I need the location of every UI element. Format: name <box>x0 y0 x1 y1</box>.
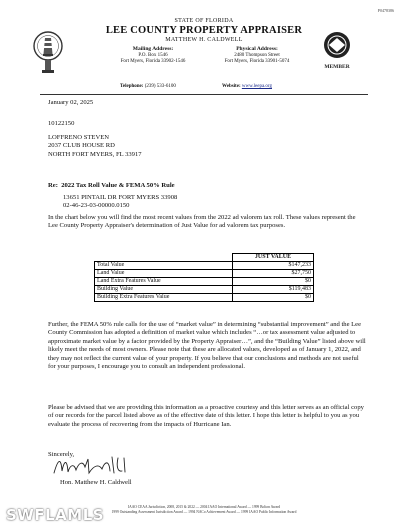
row-label: Building Extra Features Value <box>95 294 233 302</box>
telephone <box>120 84 176 89</box>
property-address: 13651 PINTAIL DR FORT MYERS 33908 <box>63 194 178 201</box>
website-label: Website: <box>222 84 241 89</box>
signature-image <box>52 453 136 477</box>
iaao-member-icon <box>320 30 354 66</box>
row-label: Building Value <box>95 286 233 294</box>
reference-number: 10122150 <box>48 120 75 127</box>
closing-salutation: Sincerely, <box>48 451 75 458</box>
row-label: Land Value <box>95 270 233 278</box>
recipient-street: 2037 CLUB HOUSE RD <box>48 142 115 150</box>
header-state: STATE OF FLORIDA <box>174 18 234 24</box>
closing-paragraph: Please be advised that we are providing this information as a proactive courtesy and this letter serves as an official copy of our records for the parcel listed above as of the effective date of this letter. I hope this letter is helpful to you as you evaluate the process of recovering from the impacts of Hurricane Ian. <box>48 404 364 428</box>
website <box>222 84 272 89</box>
footer-line2: 1999 Outstanding Assessment Jurisdiction Award — 1994 NACo Achievement Award — 1999 IAAO Public Information Award <box>111 510 297 514</box>
table-row <box>95 286 314 294</box>
mailing-address-label: Mailing Address: <box>132 46 174 52</box>
header-appraiser: MATTHEW H. CALDWELL <box>165 37 243 43</box>
row-label: Land Extra Features Value <box>95 278 233 286</box>
row-value: $147,233 <box>233 262 314 270</box>
table-row <box>95 278 314 286</box>
row-value: $0 <box>233 294 314 302</box>
footer-line1: IAAO CEAA Jurisdiction, 2008, 2015 & 2022 — 2004 IAAO International Award — 1999 Bolton Award <box>127 505 281 509</box>
header-title: LEE COUNTY PROPERTY APPRAISER <box>105 25 303 36</box>
just-value-table <box>94 253 314 302</box>
mailing-address-line2: Fort Myers, Florida 33902-1546 <box>120 59 186 64</box>
recipient-address <box>48 134 142 159</box>
member-label: MEMBER <box>324 64 350 70</box>
physical-address <box>212 46 302 66</box>
row-label: Total Value <box>95 262 233 270</box>
table-header-row <box>95 254 314 262</box>
recipient-city: NORTH FORT MYERS, FL 33917 <box>48 150 142 158</box>
table-row <box>95 262 314 270</box>
just-value-header: JUST VALUE <box>233 254 314 262</box>
row-value: $119,483 <box>233 286 314 294</box>
physical-address-line1: 2480 Thompson Street <box>234 52 280 58</box>
row-value: $27,750 <box>233 270 314 278</box>
mailing-address-line1: P.O. Box 1546 <box>138 52 168 58</box>
table-row <box>95 294 314 302</box>
fema-paragraph: Further, the FEMA 50% rule calls for the use of “market value” in determining “substantial improvement” and the Lee County Commission has adopted a definition of market value which includes “…or tax assessment value adjusted to approximate market value by a factor provided by the Property Appraiser…”, and the “Building Value” listed above will likely meet the needs of most owners. Please note that these are allocated values, developed as of January 1, 2022, and they may not reflect the current value of your property. If you believe that our conclusions and methods are not useful for your purposes, I encourage you to consult an independent professional. <box>48 321 366 371</box>
signer-name: Hon. Matthew H. Caldwell <box>60 479 132 486</box>
subject-label: Re: <box>48 182 58 189</box>
letter-date: January 02, 2025 <box>48 99 94 106</box>
subject-line <box>48 182 175 190</box>
mailing-address <box>108 46 198 66</box>
physical-address-line2: Fort Myers, Florida 33901-5074 <box>224 59 290 64</box>
table-row <box>95 270 314 278</box>
header-divider <box>40 94 368 95</box>
physical-address-label: Physical Address: <box>236 46 278 52</box>
mls-watermark: SWFLAMLS <box>6 506 105 524</box>
subject-title: 2022 Tax Roll Value & FEMA 50% Rule <box>61 182 175 189</box>
telephone-label: Telephone: <box>120 84 144 89</box>
row-value: $0 <box>233 278 314 286</box>
website-link[interactable]: www.leepa.org <box>241 84 272 89</box>
intro-paragraph: In the chart below you will find the most recent values from the 2022 ad valorem tax roll. These values represent the Lee County Property Appraiser's determination of Just Value for ad valorem tax purposes. <box>48 214 356 230</box>
telephone-value: (239) 533-6100 <box>144 84 176 89</box>
property-strap: 02-46-23-03-00000.0150 <box>63 202 130 210</box>
recipient-name: LOFFRENO STEVEN <box>48 134 109 141</box>
property-info <box>63 194 177 211</box>
document-id: P0478386 <box>377 8 394 13</box>
